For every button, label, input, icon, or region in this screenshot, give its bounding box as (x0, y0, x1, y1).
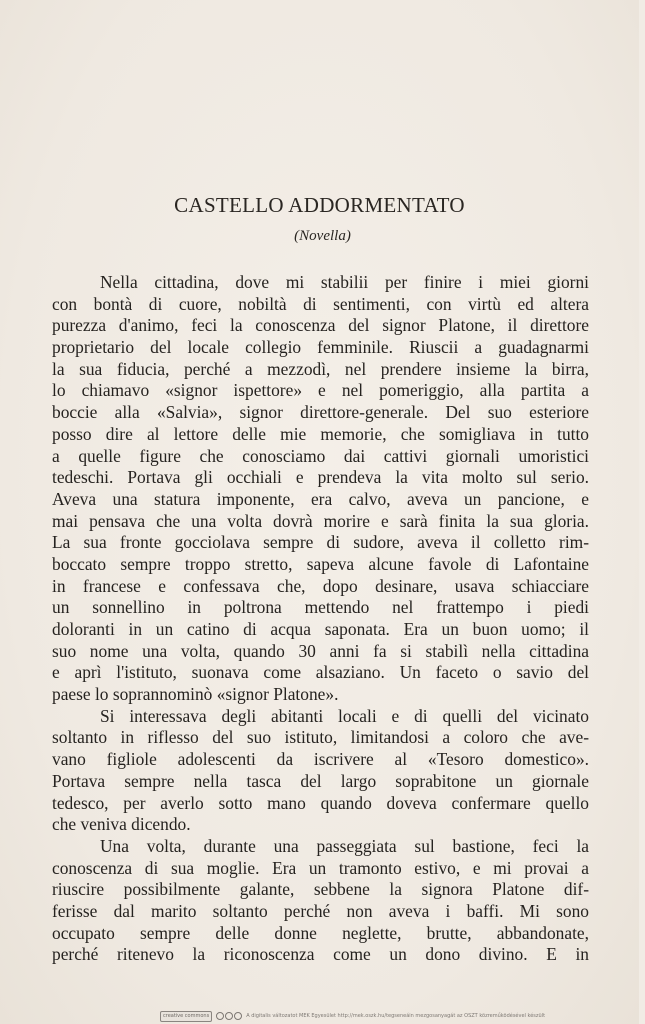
footer-notice: A digitalis változatot MEK Egyesület http://mek.oszk.hu/tegseneáin mezgosanyagát az OSZT közreműködésével készült (246, 1013, 546, 1019)
text-line: posso dire al lettore delle mie memorie, che somigliava in tutto (52, 423, 589, 444)
text-line: boccie alla «Salvia», signor direttore-generale. Del suo esteriore (52, 402, 589, 423)
story-title: CASTELLO ADDORMENTATO (174, 193, 465, 217)
creative-commons-logo: creative commons (160, 1011, 212, 1022)
text-line: riuscire possibilmente galante, sebbene la signora Platone dif- (52, 879, 589, 900)
story-body (52, 272, 589, 966)
text-line: occupato sempre delle donne neglette, brutte, abbandonate, (52, 922, 589, 943)
text-line: e aprì l'istituto, suonava come alsaziano. Un faceto o savio del (52, 662, 589, 683)
text-line: proprietario del locale collegio femminile. Riuscii a guadagnarmi (52, 337, 589, 358)
text-line: Aveva una statura imponente, era calvo, aveva un pancione, e (52, 488, 589, 509)
text-line: che veniva dicendo. (52, 814, 191, 835)
text-line: La sua fronte gocciolava sempre di sudore, aveva il colletto rim- (52, 532, 589, 553)
text-line: Una volta, durante una passeggiata sul bastione, feci la (100, 835, 589, 856)
text-line: Si interessava degli abitanti locali e di quelli del vicinato (100, 705, 589, 726)
text-line: perché ritenevo la riconoscenza come un dono divino. E in (52, 944, 589, 965)
text-line: boccato sempre troppo stretto, sapeva alcune favole di Lafontaine (52, 553, 589, 574)
nc-icon (225, 1012, 233, 1020)
text-line: a quelle figure che conosciamo dai cattivi giornali umoristici (52, 445, 589, 466)
text-line: purezza d'animo, feci la conoscenza del signor Platone, il direttore (52, 315, 589, 336)
text-line: vano figliole adolescenti da iscrivere al «Tesoro domestico». (52, 749, 589, 770)
text-line: la sua fiducia, perché a mezzodì, nel prendere insieme la birra, (52, 358, 589, 379)
text-line: soltanto in riflesso del suo istituto, limitandosi a coloro che ave- (52, 727, 589, 748)
text-line: tedeschi. Portava gli occhiali e prendeva la vita molto sul serio. (52, 467, 589, 488)
text-line: doloranti in un catino di acqua saponata. Era un buon uomo; il (52, 619, 589, 639)
license-icons (216, 1012, 242, 1020)
text-line: suo nome una volta, quando 30 anni fa si stabilì nella cittadina (52, 640, 589, 661)
text-line: tedesco, per averlo sotto mano quando doveva confermare quello (52, 792, 589, 813)
story-subtitle: (Novella) (294, 228, 351, 244)
text-line: conoscenza di sua moglie. Era un tramonto estivo, e mi provai a (52, 857, 589, 878)
text-line: in francese e confessava che, dopo desinare, usava schiacciare (52, 575, 589, 596)
digitization-footer (160, 1010, 546, 1022)
text-line: mai pensava che una volta dovrà morire e sarà finita la sua gloria. (52, 510, 589, 531)
text-line: un sonnellino in poltrona mettendo nel frattempo i piedi (52, 597, 589, 618)
text-line: con bontà di cuore, nobiltà di sentimenti, con virtù ed altera (52, 293, 589, 314)
by-icon (216, 1012, 224, 1020)
nd-icon (234, 1012, 242, 1020)
text-line: lo chiamavo «signor ispettore» e nel pomeriggio, alla partita a (52, 380, 589, 401)
text-line: Nella cittadina, dove mi stabilii per finire i miei giorni (100, 272, 589, 292)
text-line: paese lo soprannominò «signor Platone». (52, 684, 339, 705)
text-line: ferisse dal marito soltanto perché non aveva i baffi. Mi sono (52, 900, 589, 921)
text-line: Portava sempre nella tasca del largo soprabitone un giornale (52, 770, 589, 791)
